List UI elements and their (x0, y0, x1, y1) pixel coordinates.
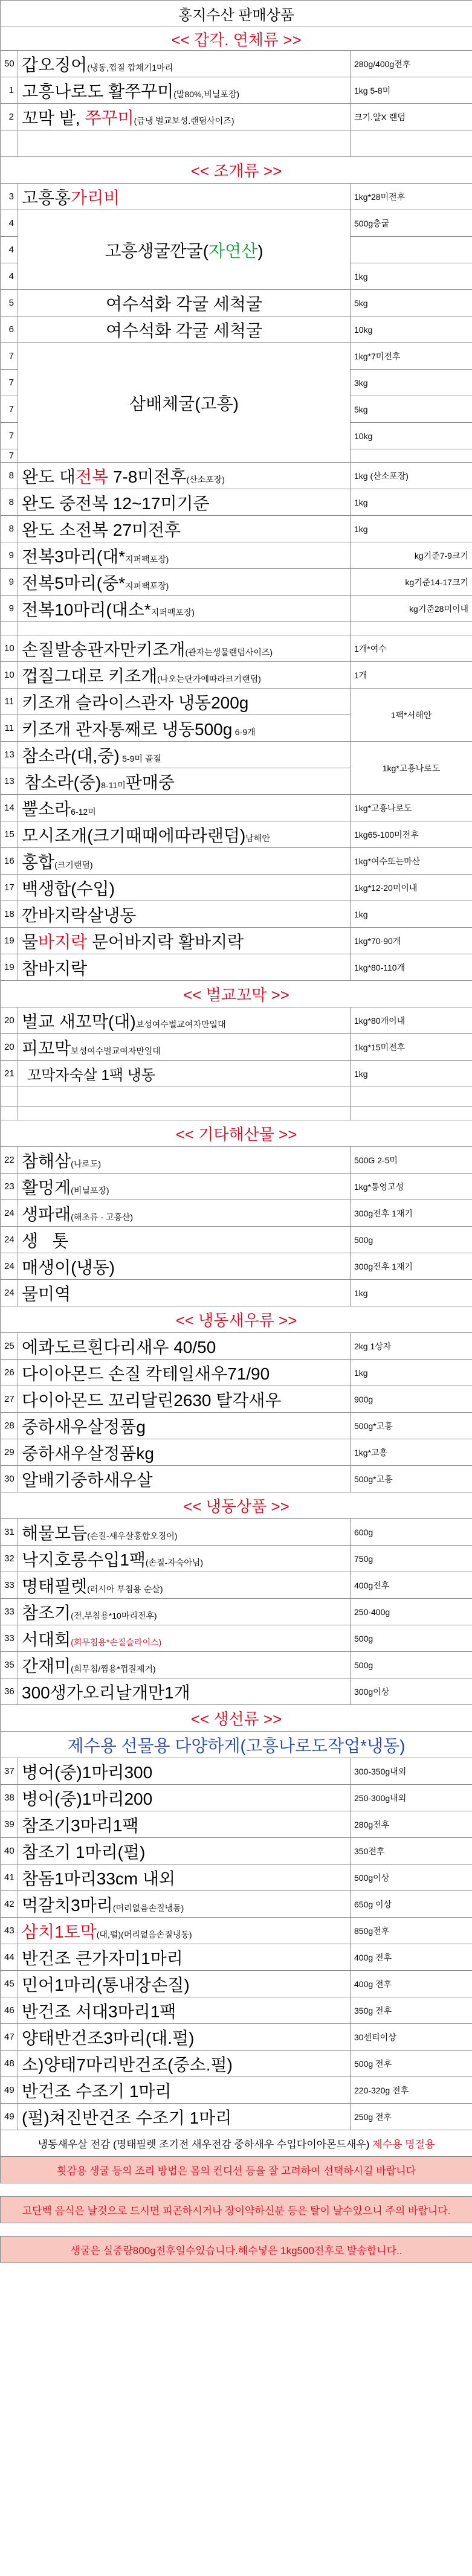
table-row: 19 참바지락 1kg*80-110개 (1, 954, 472, 981)
table-row: 42 먹갈치3마리(머리없음손질냉동) 650g 이상 (1, 1891, 472, 1918)
table-row: 43 삼치1토막(대,펄)(머리없음손질냉동) 850g전후 (1, 1918, 472, 1944)
table-row: 14 뿔소라6-12미 1kg*고흥나로도 (1, 795, 472, 821)
warning-raw-oyster: 횟감용 생굴 등의 조리 방법은 몸의 컨디션 등을 잘 고려하여 선택하시길 바랍니다 (1, 2157, 472, 2183)
table-row: 13 참소라(중)8-11미판매중 (1, 768, 472, 795)
table-row: 48 소)양태7마리반건조(중소.펄) 500g 전후 (1, 2051, 472, 2077)
table-row: 31 해물모듬(손질-새우살홍합오징어) 600g (1, 1519, 472, 1546)
table-row: 39 참조기3마리1팩 280g전후 (1, 1811, 472, 1838)
table-row: 41 참돔1마리33cm 내외 500g이상 (1, 1865, 472, 1891)
product-table: 홍지수산 판매상품 << 갑각. 연체류 >> 50 갑오징어(냉동,껍질 깝채기1마리 280g/400g전후 1 고흥나로도 활쭈꾸미(말80%,비닐포장) 1kg 5-8미 2 꼬막 밭, 쭈꾸미(급냉 벌교보성.랜덤사이즈) 크기.알X 랜덤 << 조개류 >> 3 고흥홍가리비 1kg*28미전후 4 고흥생굴깐굴(자연산) 500g충굴 4 4 1kg 5 여수석화 각굴 세척굴 5kg 6 여수석화 각굴 세척굴 10kg 7 삼배체굴(고흥) 1kg*7미전후 7 3kg 7 5kg 7 10kg 7 8 완도 대전복 7-8미전후(산소포장) 1kg (산소포장) 8 완도 중전복 12~17미기준 1kg 8 완도 소전복 27미전후 1kg 9 전복3마리(대*지퍼팩포장) kg기준7-9크기 9 전복5마리(중*지퍼팩포장) kg기준14-17크기 9 전복10마리(대소*지퍼팩포장) kg기준28미이내 10 손질발송관자만키조개(관자는생물랜덤사이즈) 1개*여수 10 껍질그대로 키조개(나오는단가에따라크기랜덤) 1개 11 키조개 슬라이스관자 냉동200g 1팩*서해안 11 키조개 관자통째로 냉동500g 6-9개 13 참소라(대,중) 5-9미 골절 1kg*고흥나로도 13 참소라(중)8-11미판매중 14 뿔소라6-12미 1kg*고흥나로도 15 모시조개(크기때때에따라랜덤)남해안 1kg65-100미전후 16 홍합(크기랜덤) 1kg*여수또는마산 17 백생합(수입) 1kg*12-20미이내 18 깐바지락살냉동 1kg 19 물바지락 문어바지락 활바지락 1kg*70-90개 19 참바지락 1kg*80-110개 << 벌교꼬막 >> 20 벌교 새꼬막(대)보성여수벌교여자만일대 1kg*80개이내 20 피꼬막보성여수벌교여자만일대 1kg*15미전후 21 꼬막자숙살 1팩 냉동 1kg << 기타해산물 >> 22 참해삼(나로도) 500G 2-5미 23 활멍게(비닐포장) 1kg*통영고성 24 생파래(해초류 - 고흥산) 300g전후 1재기 24 생 톳 500g 24 매생이(냉동) 300g전후 1재기 24 물미역 1kg << 냉동새우류 >> 25 에콰도르흰다리새우 40/50 2kg 1상자 26 다이아몬드 손질 칵테일새우71/90 1kg 27 다이아몬드 꼬리달린2630 탈각새우 900g 28 중하새우살정품g 500g*고흥 29 중하새우살정품kg 1kg*고흥 30 알배기중하새우살 500g*고흥 << 냉동상품 >> 31 해물모듬(손질-새우살홍합오징어) 600g 32 낙지호롱수입1팩(손질-자숙아님) 750g 33 명태필렛(러시아 부침용 순살) 400g전후 33 참조기(전,부침용*10마리전후) 250-400g 33 서대회(회무침용*손질슬라이스) 500g 35 간재미(회무침/찜용*껍질제거) 500g 36 300생가오리날개만1개 300g이상 << 생선류 >> 제수용 선물용 다양하게(고흥나로도작업*냉동) 37 병어(중)1마리300 300-350g내외 38 병어(중)1마리200 250-300g내외 39 참조기3마리1팩 280g전후 40 참조기 1마리(펄) 350전후 41 참돔1마리33cm 내외 500g이상 42 먹갈치3마리(머리없음손질냉동) 650g 이상 43 삼치1토막(대,펄)(머리없음손질냉동) 850g전후 44 반건조 큰가자미1마리 400g 전후 45 민어1마리(통내장손질) 400g 전후 46 반건조 서대3마리1팩 350g 전후 47 양태반건조3마리(대.펄) 30센티이상 48 소)양태7마리반건조(중소.펄) 500g 전후 49 반건조 수조기 1마리 220-320g 전후 49 (펄)쳐진반건조 수조기 1마리 250g 전후 냉동새우살 전감 (명태필렛 조기전 새우전감 중하새우 수입다이아몬드새우) 제수용 명절용 횟감용 생굴 등의 조리 방법은 몸의 컨디션 등을 잘 고려하여 선택하시길 바랍니다 고단백 음식은 날것으로 드시면 피곤하시거나 장이약하신분 등은 탈이 날수있으니 주의 바랍니다. 생굴은 실중량800g전후일수있습니다.해수넣은 1kg500전후로 발송합니다.. (0, 0, 472, 2263)
table-row: 24 물미역 1kg (1, 1280, 472, 1306)
warning-protein: 고단백 음식은 날것으로 드시면 피곤하시거나 장이약하신분 등은 탈이 날수있으니 주의 바랍니다. (1, 2197, 472, 2223)
table-row: 4 고흥생굴깐굴(자연산) 500g충굴 (1, 210, 472, 237)
table-row: 2 꼬막 밭, 쭈꾸미(급냉 벌교보성.랜덤사이즈) 크기.알X 랜덤 (1, 104, 472, 130)
table-row: 5 여수석화 각굴 세척굴 5kg (1, 290, 472, 316)
section-fish: << 생선류 >> (1, 1705, 472, 1732)
table-row: 23 활멍게(비닐포장) 1kg*통영고성 (1, 1174, 472, 1200)
warning-weight: 생굴은 실중량800g전후일수있습니다.해수넣은 1kg500전후로 발송합니다.. (1, 2237, 472, 2263)
table-row: 44 반건조 큰가자미1마리 400g 전후 (1, 1944, 472, 1971)
table-row: 11 키조개 슬라이스관자 냉동200g 1팩*서해안 (1, 689, 472, 715)
table-row: 33 서대회(회무침용*손질슬라이스) 500g (1, 1625, 472, 1652)
table-row: 8 완도 소전복 27미전후 1kg (1, 516, 472, 542)
table-row: 15 모시조개(크기때때에따라랜덤)남해안 1kg65-100미전후 (1, 821, 472, 848)
table-row: 9 전복3마리(대*지퍼팩포장) kg기준7-9크기 (1, 542, 472, 569)
section-octopus: << 벌교꼬막 >> (1, 981, 472, 1007)
table-row: 18 깐바지락살냉동 1kg (1, 901, 472, 928)
table-row: 1 고흥나로도 활쭈꾸미(말80%,비닐포장) 1kg 5-8미 (1, 77, 472, 104)
table-row: 13 참소라(대,중) 5-9미 골절 1kg*고흥나로도 (1, 742, 472, 768)
table-row: 6 여수석화 각굴 세척굴 10kg (1, 316, 472, 343)
page-title: 홍지수산 판매상품 (1, 1, 472, 27)
table-row: 28 중하새우살정품g 500g*고흥 (1, 1413, 472, 1439)
table-row: 3 고흥홍가리비 1kg*28미전후 (1, 184, 472, 210)
table-row: 20 벌교 새꼬막(대)보성여수벌교여자만일대 1kg*80개이내 (1, 1007, 472, 1034)
table-row: 25 에콰도르흰다리새우 40/50 2kg 1상자 (1, 1333, 472, 1360)
table-row: 38 병어(중)1마리200 250-300g내외 (1, 1785, 472, 1811)
section-shell: << 조개류 >> (1, 157, 472, 184)
table-row: 36 300생가오리날개만1개 300g이상 (1, 1678, 472, 1705)
table-row: 29 중하새우살정품kg 1kg*고흥 (1, 1439, 472, 1466)
table-row: 24 매생이(냉동) 300g전후 1재기 (1, 1253, 472, 1280)
table-row: 30 알배기중하새우살 500g*고흥 (1, 1466, 472, 1492)
section-shrimp: << 냉동새우류 >> (1, 1306, 472, 1333)
table-row: 8 완도 중전복 12~17미기준 1kg (1, 489, 472, 516)
table-row: 8 완도 대전복 7-8미전후(산소포장) 1kg (산소포장) (1, 463, 472, 489)
table-row: 27 다이아몬드 꼬리달린2630 탈각새우 900g (1, 1386, 472, 1413)
table-row: 20 피꼬막보성여수벌교여자만일대 1kg*15미전후 (1, 1034, 472, 1061)
table-row: 21 꼬막자숙살 1팩 냉동 1kg (1, 1061, 472, 1087)
table-row: 9 전복5마리(중*지퍼팩포장) kg기준14-17크기 (1, 569, 472, 596)
table-row: 47 양태반건조3마리(대.펄) 30센티이상 (1, 2024, 472, 2051)
headline-gift: 제수용 선물용 다양하게(고흥나로도작업*냉동) (1, 1732, 472, 1758)
table-row: 17 백생합(수입) 1kg*12-20미이내 (1, 875, 472, 901)
table-row: 49 반건조 수조기 1마리 220-320g 전후 (1, 2077, 472, 2104)
section-squid: << 갑각. 연체류 >> (1, 27, 472, 51)
table-row: 11 키조개 관자통째로 냉동500g 6-9개 (1, 715, 472, 742)
table-row: 10 껍질그대로 키조개(나오는단가에따라크기랜덤) 1개 (1, 662, 472, 689)
table-row: 10 손질발송관자만키조개(관자는생물랜덤사이즈) 1개*여수 (1, 635, 472, 662)
table-row: 49 (펄)쳐진반건조 수조기 1마리 250g 전후 (1, 2104, 472, 2130)
table-row: 26 다이아몬드 손질 칵테일새우71/90 1kg (1, 1360, 472, 1386)
table-row: 24 생 톳 500g (1, 1227, 472, 1253)
footer-note: 냉동새우살 전감 (명태필렛 조기전 새우전감 중하새우 수입다이아몬드새우) 제수용 명절용 (1, 2130, 472, 2157)
title-row (1, 1, 472, 27)
table-row: 46 반건조 서대3마리1팩 350g 전후 (1, 1997, 472, 2024)
section-frozen: << 냉동상품 >> (1, 1492, 472, 1519)
table-row: 33 참조기(전,부침용*10마리전후) 250-400g (1, 1599, 472, 1625)
table-row: 33 명태필렛(러시아 부침용 순살) 400g전후 (1, 1572, 472, 1599)
section-etc: << 기타해산물 >> (1, 1120, 472, 1147)
table-row: 35 간재미(회무침/찜용*껍질제거) 500g (1, 1652, 472, 1678)
table-row: 32 낙지호롱수입1팩(손질-자숙아님) 750g (1, 1546, 472, 1572)
table-row: 16 홍합(크기랜덤) 1kg*여수또는마산 (1, 848, 472, 875)
table-row: 37 병어(중)1마리300 300-350g내외 (1, 1758, 472, 1785)
table-row: 22 참해삼(나로도) 500G 2-5미 (1, 1147, 472, 1174)
table-row: 19 물바지락 문어바지락 활바지락 1kg*70-90개 (1, 928, 472, 954)
table-row: 40 참조기 1마리(펄) 350전후 (1, 1838, 472, 1865)
table-row: 24 생파래(해초류 - 고흥산) 300g전후 1재기 (1, 1200, 472, 1227)
table-row: 7 삼배체굴(고흥) 1kg*7미전후 (1, 343, 472, 370)
table-row: 9 전복10마리(대소*지퍼팩포장) kg기준28미이내 (1, 596, 472, 622)
table-row: 50 갑오징어(냉동,껍질 깝채기1마리 280g/400g전후 (1, 51, 472, 77)
table-row: 45 민어1마리(통내장손질) 400g 전후 (1, 1971, 472, 1997)
